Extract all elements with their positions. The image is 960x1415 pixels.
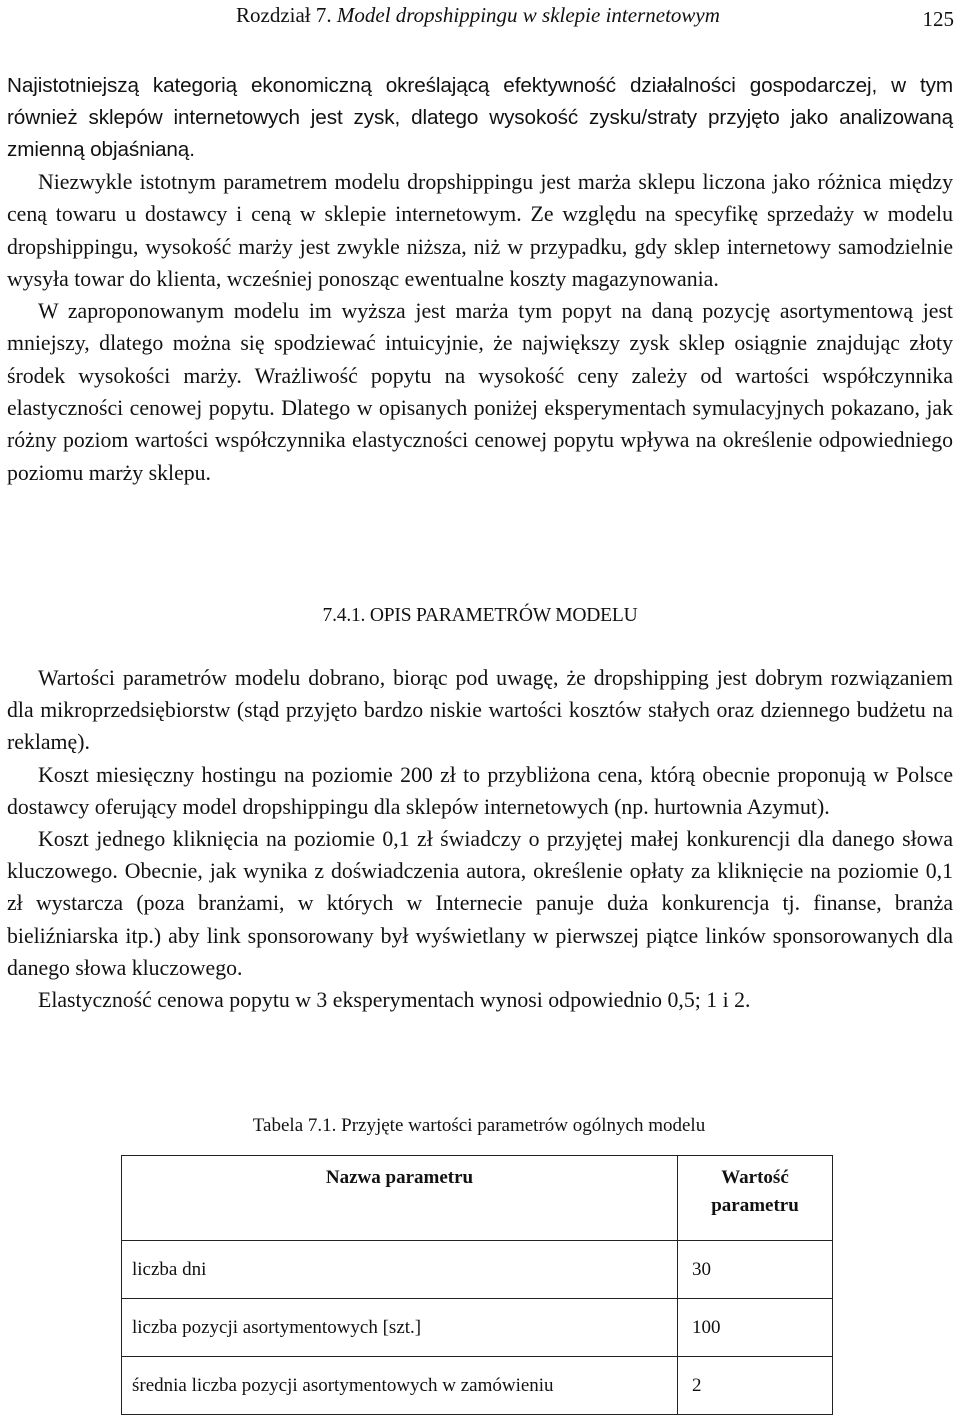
section-heading: 7.4.1. OPIS PARAMETRÓW MODELU (322, 605, 638, 626)
paragraph: Najistotniejszą kategorią ekonomiczną określającą efektywność działalności gospodarczej, w tym również sklepów internetowych jest zysk, dlatego wysokość zysku/straty przyjęto jako analizowaną zmienną objaśnianą. (7, 74, 953, 161)
table-cell: średnia liczba pozycji asortymentowych w zamówieniu (122, 1357, 678, 1415)
parameters-table (121, 1155, 833, 1415)
paragraph: W zaproponowanym modelu im wyższa jest marża tym popyt na daną pozycję asortymentową jest mniejszy, dlatego można się spodziewać intuicyjnie, że największy zysk sklep osiągnie znajdując złoty środek wysokości marży. Wrażliwość popytu na wysokość ceny zależy od wartości współczynnika elastyczności cenowej popytu. Dlatego w opisanych poniżej eksperymentach symulacyjnych pokazano, jak różny poziom wartości współczynnika elastyczności cenowej popytu wpływa na określenie odpowiedniego poziomu marży sklepu. (7, 299, 953, 485)
table-cell: liczba dni (122, 1241, 678, 1299)
chapter-title: Model dropshippingu w sklepie internetowym (336, 3, 720, 27)
chapter-label: Rozdział 7. (236, 3, 332, 27)
paragraph: Koszt jednego kliknięcia na poziomie 0,1 zł świadczy o przyjętej małej konkurencji dla danego słowa kluczowego. Obecnie, jak wynika z doświadczenia autora, określenie opłaty za kliknięcie na poziomie 0,1 zł wystarcza (poza branżami, w których w Internecie panuje duża konkurencja tj. finanse, branża bieliźniarska itp.) aby link sponsorowany był wyświetlany w pierwszej piątce linków sponsorowanych dla danego słowa kluczowego. (7, 827, 953, 980)
paragraph: Koszt miesięczny hostingu na poziomie 200 zł to przybliżona cena, którą obecnie proponują w Polsce dostawcy oferujący model dropshippingu dla sklepów internetowych (np. hurtownia Azymut). (7, 762, 953, 819)
margin-text-block (7, 166, 953, 489)
table-row (122, 1357, 833, 1415)
paragraph: Wartości parametrów modelu dobrano, biorąc pod uwagę, że dropshipping jest dobrym rozwiązaniem dla mikroprzedsiębiorstw (stąd przyjęto bardzo niskie wartości kosztów stałych oraz dziennego budżetu na reklamę). (7, 666, 953, 755)
table-caption (0, 1110, 960, 1142)
table-row (122, 1299, 833, 1357)
table-row (122, 1241, 833, 1299)
table-cell: liczba pozycji asortymentowych [szt.] (122, 1299, 678, 1357)
chapter-header (236, 0, 720, 30)
table-header-cell: Wartość parametru (678, 1156, 833, 1241)
table-cell: 2 (678, 1357, 833, 1415)
table-cell: 100 (678, 1299, 833, 1357)
table-header-cell: Nazwa parametru (122, 1156, 678, 1241)
paragraph: Elastyczność cenowa popytu w 3 eksperymentach wynosi odpowiednio 0,5; 1 i 2. (38, 988, 751, 1013)
table-caption-text: Tabela 7.1. Przyjęte wartości parametrów ogólnych modelu (252, 1115, 706, 1136)
paragraph: Niezwykle istotnym parametrem modelu dropshippingu jest marża sklepu liczona jako różnica między ceną towaru u dostawcy i ceną w sklepie internetowym. Ze względu na specyfikę sprzedaży w modelu dropshippingu, wysokość marży jest zwykle niższa, niż w przypadku, gdy sklep internetowy samodzielnie wysyła towar do klienta, wcześniej ponosząc ewentualne koszty magazynowania. (7, 170, 953, 291)
table-cell: 30 (678, 1241, 833, 1299)
running-header (236, 0, 954, 30)
parameters-text-block (7, 662, 953, 1016)
page-number: 125 (922, 7, 954, 31)
table-header-row (122, 1156, 833, 1241)
intro-text-block (7, 70, 953, 166)
